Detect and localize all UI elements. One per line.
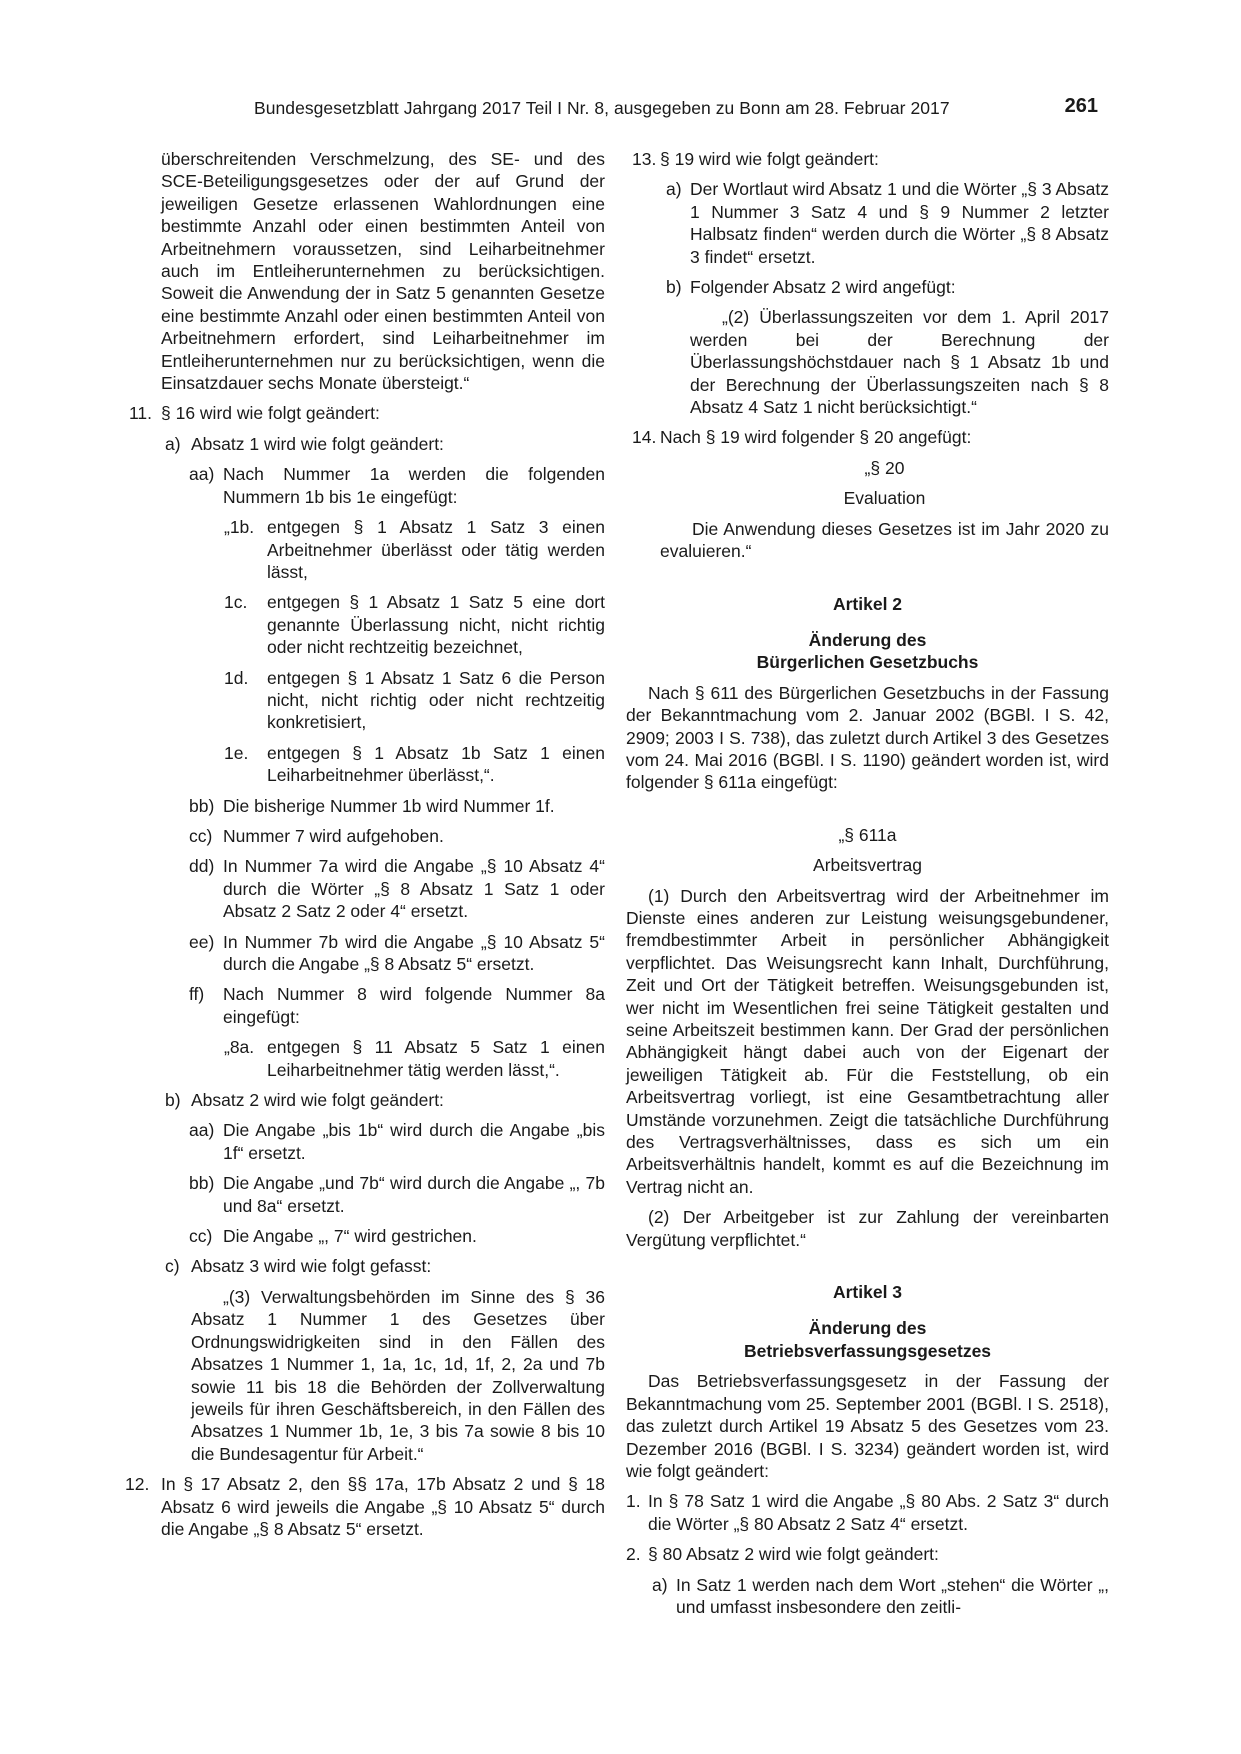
item-letter: dd) (189, 856, 215, 877)
list-item-11c (125, 1255, 605, 1277)
section-20-title: Evaluation (843, 488, 926, 509)
list-item-11b-bb (125, 1172, 605, 1217)
item-text: Nach § 19 wird folgender § 20 angefügt: (660, 427, 972, 448)
item-text: Der Wortlaut wird Absatz 1 und die Wörter „§ 3 Absatz 1 Nummer 3 Satz 4 und § 9 Nummer 2 letzter Halbsatz finden“ werden durch die Wörter „§ 8 Absatz 3 findet“ ersetzt. (690, 179, 1109, 267)
list-item-11a-dd (125, 855, 605, 922)
list-item-11a-cc (125, 825, 605, 847)
item-text: Die Angabe „und 7b“ wird durch die Angabe „, 7b und 8a“ ersetzt. (223, 1173, 605, 1216)
list-item-11a (125, 433, 605, 455)
article-3-heading: Artikel 3 (832, 1282, 903, 1303)
item-text: In Nummer 7a wird die Angabe „§ 10 Absatz 4“ durch die Wörter „§ 8 Absatz 1 Satz 1 oder Absatz 2 Satz 2 oder 4“ ersetzt. (223, 856, 605, 922)
item-letter: cc) (189, 825, 213, 846)
number-1c (125, 591, 605, 658)
item-text: § 80 Absatz 2 wird wie folgt geändert: (648, 1544, 939, 1565)
section-20-heading: „§ 20 (864, 457, 905, 478)
page-header (0, 95, 1241, 126)
item-text: entgegen § 11 Absatz 5 Satz 1 einen Leiharbeitnehmer tätig werden lässt,“. (267, 1037, 605, 1080)
article-2-title-line-1: Änderung des (808, 629, 927, 650)
list-item-11a-aa (125, 463, 605, 508)
number-1e (125, 742, 605, 787)
article-3-item-1 (626, 1490, 1109, 1535)
item-text: entgegen § 1 Absatz 1b Satz 1 einen Leiharbeitnehmer überlässt,“. (267, 742, 605, 786)
item-letter: bb) (189, 795, 215, 816)
quoted-absatz-3: „(3) Verwaltungsbehörden im Sinne des § 36 Absatz 1 Nummer 1 des Gesetzes über Ordnungswidrigkeiten sind in den Fällen des Absatzes 1 Nummer 1, 1a, 1c, 1d, 1f, 2, 2a und 7b sowie 11 bis 18 die Behörden der Zollverwaltung jeweils für ihren Geschäftsbereich, in den Fällen des Absatzes 1 Nummer 1b, 1e, 3 bis 7a sowie 8 bis 10 die Bundesagentur für Arbeit.“ (191, 1286, 605, 1464)
item-letter: a) (652, 1574, 668, 1595)
number-1b (125, 516, 605, 583)
article-3-title-line-1: Änderung des (808, 1318, 927, 1339)
item-text: entgegen § 1 Absatz 1 Satz 6 die Person nicht, nicht richtig oder nicht rechtzeitig konkretisiert, (267, 667, 605, 733)
list-item-11a-ee (125, 931, 605, 976)
article-3-title-line-2: Betriebsverfassungsgesetzes (743, 1340, 992, 1361)
item-text: Die Angabe „bis 1b“ wird durch die Angabe „bis 1f“ ersetzt. (223, 1120, 605, 1163)
list-item-11a-bb (125, 795, 605, 817)
item-text: Nummer 7 wird aufgehoben. (223, 825, 444, 846)
item-text: Absatz 2 wird wie folgt geändert: (191, 1090, 444, 1111)
item-text: § 19 wird wie folgt geändert: (660, 149, 879, 169)
article-2-title-line-2: Bürgerlichen Gesetzbuchs (756, 652, 979, 673)
article-3-intro: Das Betriebsverfassungsgesetz in der Fassung der Bekanntmachung vom 25. September 2001 (BGBl. I S. 2518), das zuletzt durch Artikel 19 Absatz 5 des Gesetzes vom 23. Dezember 2016 (BGBl. I S. 3234) geändert worden ist, wird wie folgt geändert: (626, 1371, 1109, 1481)
item-number: 1. (626, 1491, 641, 1512)
item-number: „8a. (224, 1037, 255, 1058)
header-title: Bundesgesetzblatt Jahrgang 2017 Teil I Nr. 8, ausgegeben zu Bonn am 28. Februar 2017 (254, 98, 950, 118)
section-611a-title: Arbeitsvertrag (813, 855, 922, 876)
item-text: Nach Nummer 1a werden die folgenden Nummern 1b bis 1e eingefügt: (223, 464, 605, 507)
item-text: entgegen § 1 Absatz 1 Satz 3 einen Arbeitnehmer überlässt oder tätig werden lässt, (267, 517, 605, 582)
list-item-11b (125, 1089, 605, 1111)
item-letter: bb) (189, 1173, 215, 1194)
number-8a (125, 1036, 605, 1081)
list-item-11b-aa (125, 1119, 605, 1164)
number-1d (125, 667, 605, 734)
item-number: 1e. (224, 742, 249, 763)
section-611a-paragraph-2: (2) Der Arbeitgeber ist zur Zahlung der vereinbarten Vergütung verpflichtet.“ (626, 1207, 1109, 1250)
item-text: Die Angabe „, 7“ wird gestrichen. (223, 1226, 477, 1247)
item-letter: a) (666, 179, 682, 200)
section-611a-paragraph-1: (1) Durch den Arbeitsvertrag wird der Arbeitnehmer im Dienste eines anderen zur Leistung weisungsgebundener, fremdbestimmter Arbeit in persönlicher Abhängigkeit verpflichtet. Das Weisungsrecht kann Inhalt, Durchführung, Zeit und Ort der Tätigkeit betreffen. Weisungsgebunden ist, wer nicht im Wesentlichen frei seine Tätigkeit gestalten und seine Arbeitszeit bestimmen kann. Der Grad der persönlichen Abhängigkeit hängt dabei auch von der Eigenart der jeweiligen Tätigkeit ab. Für die Feststellung, ob ein Arbeitsvertrag vorliegt, ist eine Gesamtbetrachtung aller Umstände vorzunehmen. Zeigt die tatsächliche Durchführung des Vertragsverhältnisses, dass es sich um ein Arbeitsverhältnis handelt, kommt es auf die Bezeichnung im Vertrag nicht an. (626, 885, 1109, 1197)
item-text: In Nummer 7b wird die Angabe „§ 10 Absatz 5“ durch die Angabe „§ 8 Absatz 5“ ersetzt. (223, 931, 605, 974)
item-number: 13. (632, 149, 657, 169)
item-letter: aa) (189, 1120, 215, 1141)
list-item-13 (626, 148, 1109, 170)
item-letter: cc) (189, 1226, 213, 1247)
item-letter: ee) (189, 931, 215, 952)
list-item-11a-ff (125, 983, 605, 1028)
article-3-item-2 (626, 1543, 1109, 1565)
item-text: Folgender Absatz 2 wird angefügt: (690, 277, 956, 298)
left-column (125, 148, 605, 1540)
item-number: „1b. (224, 517, 255, 538)
section-611a-heading: „§ 611a (838, 824, 897, 845)
item-text: In § 78 Satz 1 wird die Angabe „§ 80 Abs. 2 Satz 3“ durch die Wörter „§ 80 Absatz 2 Satz 4“ ersetzt. (648, 1491, 1109, 1534)
item-text: Nach Nummer 8 wird folgende Nummer 8a eingefügt: (223, 984, 605, 1027)
article-2-heading: Artikel 2 (832, 593, 903, 614)
item-text: In § 17 Absatz 2, den §§ 17a, 17b Absatz 2 und § 18 Absatz 6 wird jeweils die Angabe „§ 10 Absatz 5“ durch die Angabe „§ 8 Absatz 5“ ersetzt. (161, 1474, 605, 1539)
item-text: Absatz 1 wird wie folgt geändert: (191, 433, 444, 454)
item-letter: c) (165, 1256, 180, 1277)
section-20-text: Die Anwendung dieses Gesetzes ist im Jahr 2020 zu evaluieren.“ (660, 518, 1109, 562)
list-item-12 (125, 1473, 605, 1540)
item-letter: aa) (189, 464, 215, 485)
item-text: In Satz 1 werden nach dem Wort „stehen“ die Wörter „, und umfasst insbesondere den zeitli- (676, 1574, 1109, 1617)
list-item-13b (626, 276, 1109, 298)
continuation-paragraph: überschreitenden Verschmelzung, des SE- und des SCE-Beteiligungsgesetzes oder der auf Grund der jeweiligen Gesetze erlassenen Wahlordnungen eine bestimmte Anzahl oder einen bestimmten Anteil von Arbeitnehmern voraussetzen, sind Leiharbeitnehmer auch im Entleiherunternehmen zu berücksichtigen. Soweit die Anwendung der in Satz 5 genannten Gesetze eine bestimmte Anzahl oder einen bestimmten Anteil von Arbeitnehmern erfordert, sind Leiharbeitnehmer im Entleiherunternehmen nur zu berücksichtigen, wenn die Einsatzdauer sechs Monate übersteigt.“ (161, 149, 605, 394)
right-column (626, 148, 1109, 1618)
item-number: 14. (632, 427, 657, 448)
list-item-11 (125, 402, 605, 424)
page-number: 261 (1064, 95, 1098, 117)
item-number: 1d. (224, 667, 249, 688)
list-item-13a (626, 178, 1109, 268)
item-number: 11. (129, 403, 153, 424)
list-item-11b-cc (125, 1225, 605, 1247)
item-number: 12. (125, 1474, 150, 1495)
quoted-absatz-2: „(2) Überlassungszeiten vor dem 1. April 2017 werden bei der Berechnung der Überlassungshöchstdauer nach § 1 Absatz 1b und der Berechnung der Überlassungszeiten nach § 8 Absatz 4 Satz 1 nicht berücksichtigt.“ (690, 307, 1109, 418)
article-3-item-2a (626, 1574, 1109, 1619)
item-letter: b) (165, 1090, 181, 1111)
item-number: 2. (626, 1544, 641, 1565)
item-text: Die bisherige Nummer 1b wird Nummer 1f. (223, 795, 555, 816)
list-item-14 (626, 426, 1109, 448)
article-2-intro: Nach § 611 des Bürgerlichen Gesetzbuchs in der Fassung der Bekanntmachung vom 2. Januar 2002 (BGBl. I S. 42, 2909; 2003 I S. 738), das zuletzt durch Artikel 3 des Gesetzes vom 24. Mai 2016 (BGBl. I S. 1190) geändert worden ist, wird folgender § 611a eingefügt: (626, 682, 1109, 793)
item-text: § 16 wird wie folgt geändert: (161, 403, 380, 424)
item-letter: b) (666, 277, 682, 298)
item-letter: a) (165, 433, 181, 454)
item-letter: ff) (189, 984, 205, 1005)
item-number: 1c. (224, 592, 248, 613)
item-text: Absatz 3 wird wie folgt gefasst: (191, 1256, 432, 1277)
item-text: entgegen § 1 Absatz 1 Satz 5 eine dort genannte Überlassung nicht, nicht richtig oder nicht rechtzeitig bezeichnet, (267, 592, 605, 658)
